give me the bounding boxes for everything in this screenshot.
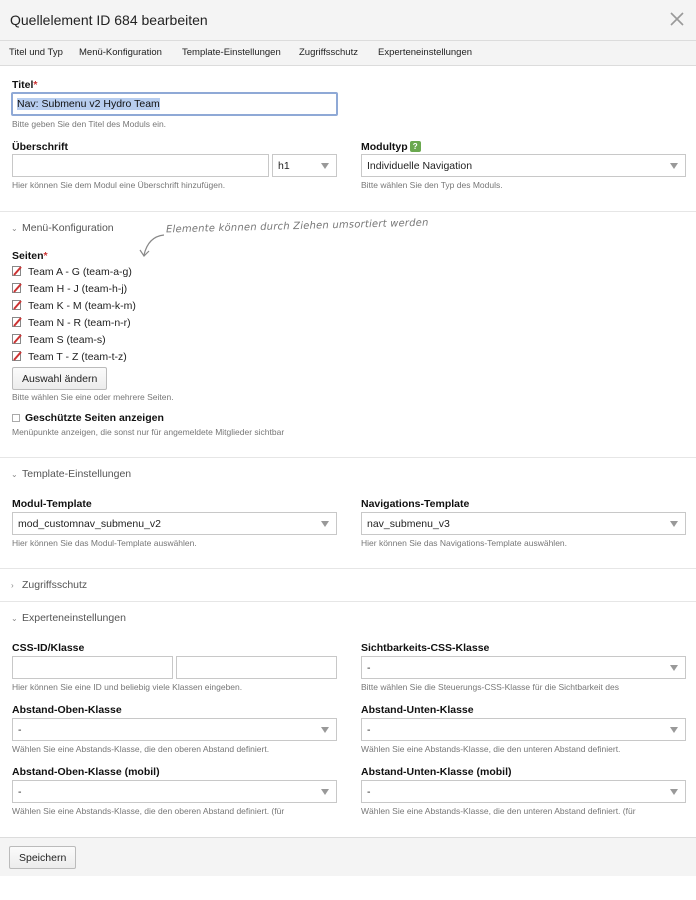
chevron-down-icon [321,163,329,169]
sort-hint: Elemente können durch Ziehen umsortiert werden [165,217,429,236]
divider [0,568,696,569]
chevron-down-icon [670,727,678,733]
help-icon[interactable]: ? [410,141,421,152]
page-icon [12,299,23,310]
modultyp-select[interactable]: Individuelle Navigation [361,154,686,177]
legend-menu-konfiguration[interactable]: ⌄ Menü-Konfiguration [11,222,114,234]
tab-experteneinstellungen[interactable]: Experteneinstellungen [378,47,473,58]
modultyp-help: Bitte wählen Sie den Typ des Moduls. [361,180,503,190]
legend-experteneinstellungen[interactable]: ⌄ Experteneinstellungen [11,612,126,624]
close-icon[interactable] [666,8,688,30]
spacing-bottom-mobile-select[interactable]: - [361,780,686,803]
visibility-select[interactable]: - [361,656,686,679]
spacing-bottom-mobile-help: Wählen Sie eine Abstands-Klasse, die den unteren Abstand definiert. (für [361,806,636,816]
list-item: Team T - Z (team-t-z) [12,350,127,363]
modal-footer [0,837,696,876]
css-id-label: CSS-ID/Klasse [12,642,85,654]
spacing-top-help: Wählen Sie eine Abstands-Klasse, die den oberen Abstand definiert. [12,744,270,754]
spacing-bottom-label: Abstand-Unten-Klasse [361,704,474,716]
title-help: Bitte geben Sie den Titel des Moduls ein. [12,119,167,129]
chevron-down-icon [670,163,678,169]
tab-titel-und-typ[interactable]: Titel und Typ [9,47,63,58]
list-item: Team A - G (team-a-g) [12,265,132,278]
spacing-top-label: Abstand-Oben-Klasse [12,704,122,716]
spacing-bottom-help: Wählen Sie eine Abstands-Klasse, die den unteren Abstand definiert. [361,744,621,754]
spacing-top-mobile-label: Abstand-Oben-Klasse (mobil) [12,766,160,778]
list-item: Team H - J (team-h-j) [12,282,127,295]
list-item: Team N - R (team-n-r) [12,316,131,329]
headline-help: Hier können Sie dem Modul eine Überschrift hinzufügen. [12,180,226,190]
chevron-right-icon: › [11,581,14,590]
protected-pages-label[interactable]: Geschützte Seiten anzeigen [25,412,164,424]
nav-template-label: Navigations-Template [361,498,470,510]
title-input[interactable]: Nav: Submenu v2 Hydro Team [11,92,338,116]
chevron-down-icon [321,727,329,733]
legend-template-einstellungen[interactable]: ⌄ Template-Einstellungen [11,468,132,480]
chevron-down-icon [670,521,678,527]
page-icon [12,265,23,276]
chevron-down-icon: ⌄ [11,224,18,233]
headline-unit-select[interactable]: h1 [272,154,337,177]
save-button[interactable]: Speichern [9,846,76,869]
spacing-bottom-mobile-label: Abstand-Unten-Klasse (mobil) [361,766,512,778]
chevron-down-icon [670,789,678,795]
page-icon [12,316,23,327]
module-template-label: Modul-Template [12,498,92,510]
chevron-down-icon [321,521,329,527]
module-template-help: Hier können Sie das Modul-Template auswählen. [12,538,197,548]
chevron-down-icon: ⌄ [11,470,18,479]
tab-template-einstellungen[interactable]: Template-Einstellungen [182,47,281,58]
nav-template-select[interactable]: nav_submenu_v3 [361,512,686,535]
page-icon [12,282,23,293]
list-item: Team S (team-s) [12,333,106,346]
spacing-top-mobile-select[interactable]: - [12,780,337,803]
css-id-help: Hier können Sie eine ID und beliebig viele Klassen eingeben. [12,682,243,692]
pages-label: Seiten* [12,250,48,262]
headline-label: Überschrift [12,141,69,153]
change-selection-button[interactable]: Auswahl ändern [12,367,107,390]
modultyp-label: Modultyp ? [361,141,421,153]
spacing-bottom-select[interactable]: - [361,718,686,741]
modal-title: Quellelement ID 684 bearbeiten [10,12,208,28]
visibility-help: Bitte wählen Sie die Steuerungs-CSS-Klasse für die Sichtbarkeit des [361,682,619,692]
divider [0,601,696,602]
divider [0,211,696,212]
page-icon [12,333,23,344]
tab-menu-konfiguration[interactable]: Menü-Konfiguration [79,47,162,58]
spacing-top-select[interactable]: - [12,718,337,741]
chevron-down-icon: ⌄ [11,614,18,623]
page-icon [12,350,23,361]
title-label: Titel* [12,79,38,91]
legend-zugriffsschutz[interactable]: › Zugriffsschutz [11,579,88,591]
tab-bar [0,41,696,66]
css-id-input[interactable] [12,656,173,679]
list-item: Team K - M (team-k-m) [12,299,136,312]
chevron-down-icon [670,665,678,671]
protected-pages-checkbox[interactable] [12,414,20,422]
hint-arrow-icon [138,231,168,261]
headline-input[interactable] [12,154,269,177]
visibility-label: Sichtbarkeits-CSS-Klasse [361,642,490,654]
module-template-select[interactable]: mod_customnav_submenu_v2 [12,512,337,535]
nav-template-help: Hier können Sie das Navigations-Template auswählen. [361,538,568,548]
css-class-input[interactable] [176,656,337,679]
pages-help: Bitte wählen Sie eine oder mehrere Seiten. [12,392,174,402]
chevron-down-icon [321,789,329,795]
protected-pages-help: Menüpunkte anzeigen, die sonst nur für angemeldete Mitglieder sichtbar [12,427,285,437]
spacing-top-mobile-help: Wählen Sie eine Abstands-Klasse, die den oberen Abstand definiert. (für [12,806,285,816]
divider [0,457,696,458]
modal-header [0,0,696,41]
tab-zugriffsschutz[interactable]: Zugriffsschutz [299,47,358,58]
